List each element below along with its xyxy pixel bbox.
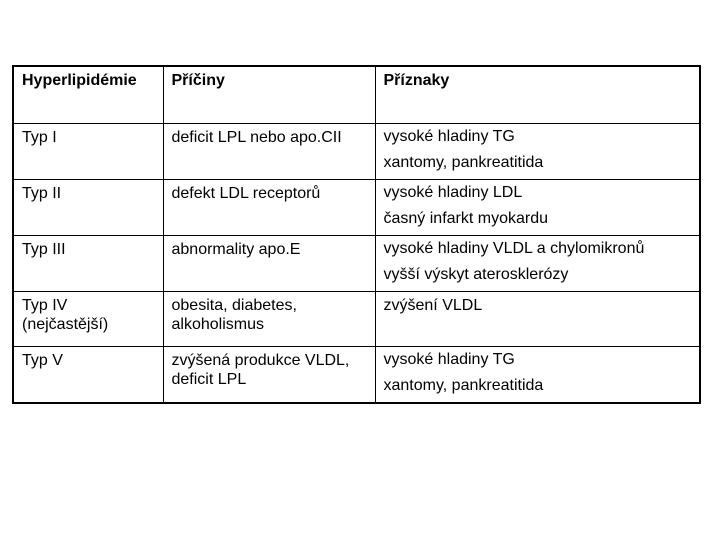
symptoms-cell: [375, 180, 700, 236]
type-cell: [13, 347, 163, 404]
header-hyperlipidemia: Hyperlipidémie: [13, 66, 163, 124]
symptoms-cell: [375, 124, 700, 180]
type-cell: [13, 292, 163, 347]
cause-cell: [163, 236, 375, 292]
symptom-text: vysoké hladiny TG: [383, 351, 515, 368]
symptom-text: časný infarkt myokardu: [383, 210, 549, 227]
symptoms-cell: [375, 347, 700, 404]
header-symptoms: Příznaky: [375, 66, 700, 124]
cause-text: deficit LPL nebo apo.CII: [171, 129, 342, 146]
header-causes: Příčiny: [163, 66, 375, 124]
table-row: [13, 236, 700, 292]
type-cell: [13, 124, 163, 180]
cause-text: alkoholismus: [171, 316, 264, 333]
symptom-text: vyšší výskyt aterosklerózy: [383, 266, 569, 283]
symptom-text: vysoké hladiny TG: [383, 128, 515, 145]
type-text: Typ V: [22, 352, 63, 369]
cause-text: defekt LDL receptorů: [171, 185, 321, 202]
type-text: Typ II: [22, 185, 62, 202]
cause-cell: [163, 180, 375, 236]
type-cell: [13, 236, 163, 292]
symptom-text: vysoké hladiny VLDL a chylomikronů: [383, 240, 645, 257]
cause-text: zvýšená produkce VLDL,: [171, 352, 350, 369]
table-row: [13, 180, 700, 236]
symptom-text: zvýšení VLDL: [383, 297, 483, 314]
symptom-text: xantomy, pankreatitida: [383, 377, 544, 394]
symptoms-cell: [375, 292, 700, 347]
hyperlipidemia-table: [12, 65, 701, 404]
cause-cell: [163, 347, 375, 404]
table-header-row: [13, 66, 700, 124]
symptoms-cell: [375, 236, 700, 292]
cause-cell: [163, 124, 375, 180]
symptom-text: vysoké hladiny LDL: [383, 184, 523, 201]
table-row: [13, 347, 700, 404]
table-row: [13, 292, 700, 347]
symptom-text: xantomy, pankreatitida: [383, 154, 544, 171]
type-cell: [13, 180, 163, 236]
table-row: [13, 124, 700, 180]
cause-text: deficit LPL: [171, 371, 247, 388]
type-text: Typ III: [22, 241, 66, 258]
type-text: (nejčastější): [22, 316, 109, 333]
cause-cell: [163, 292, 375, 347]
cause-text: abnormality apo.E: [171, 241, 301, 258]
type-text: Typ IV: [22, 297, 68, 314]
cause-text: obesita, diabetes,: [171, 297, 297, 314]
type-text: Typ I: [22, 129, 57, 146]
